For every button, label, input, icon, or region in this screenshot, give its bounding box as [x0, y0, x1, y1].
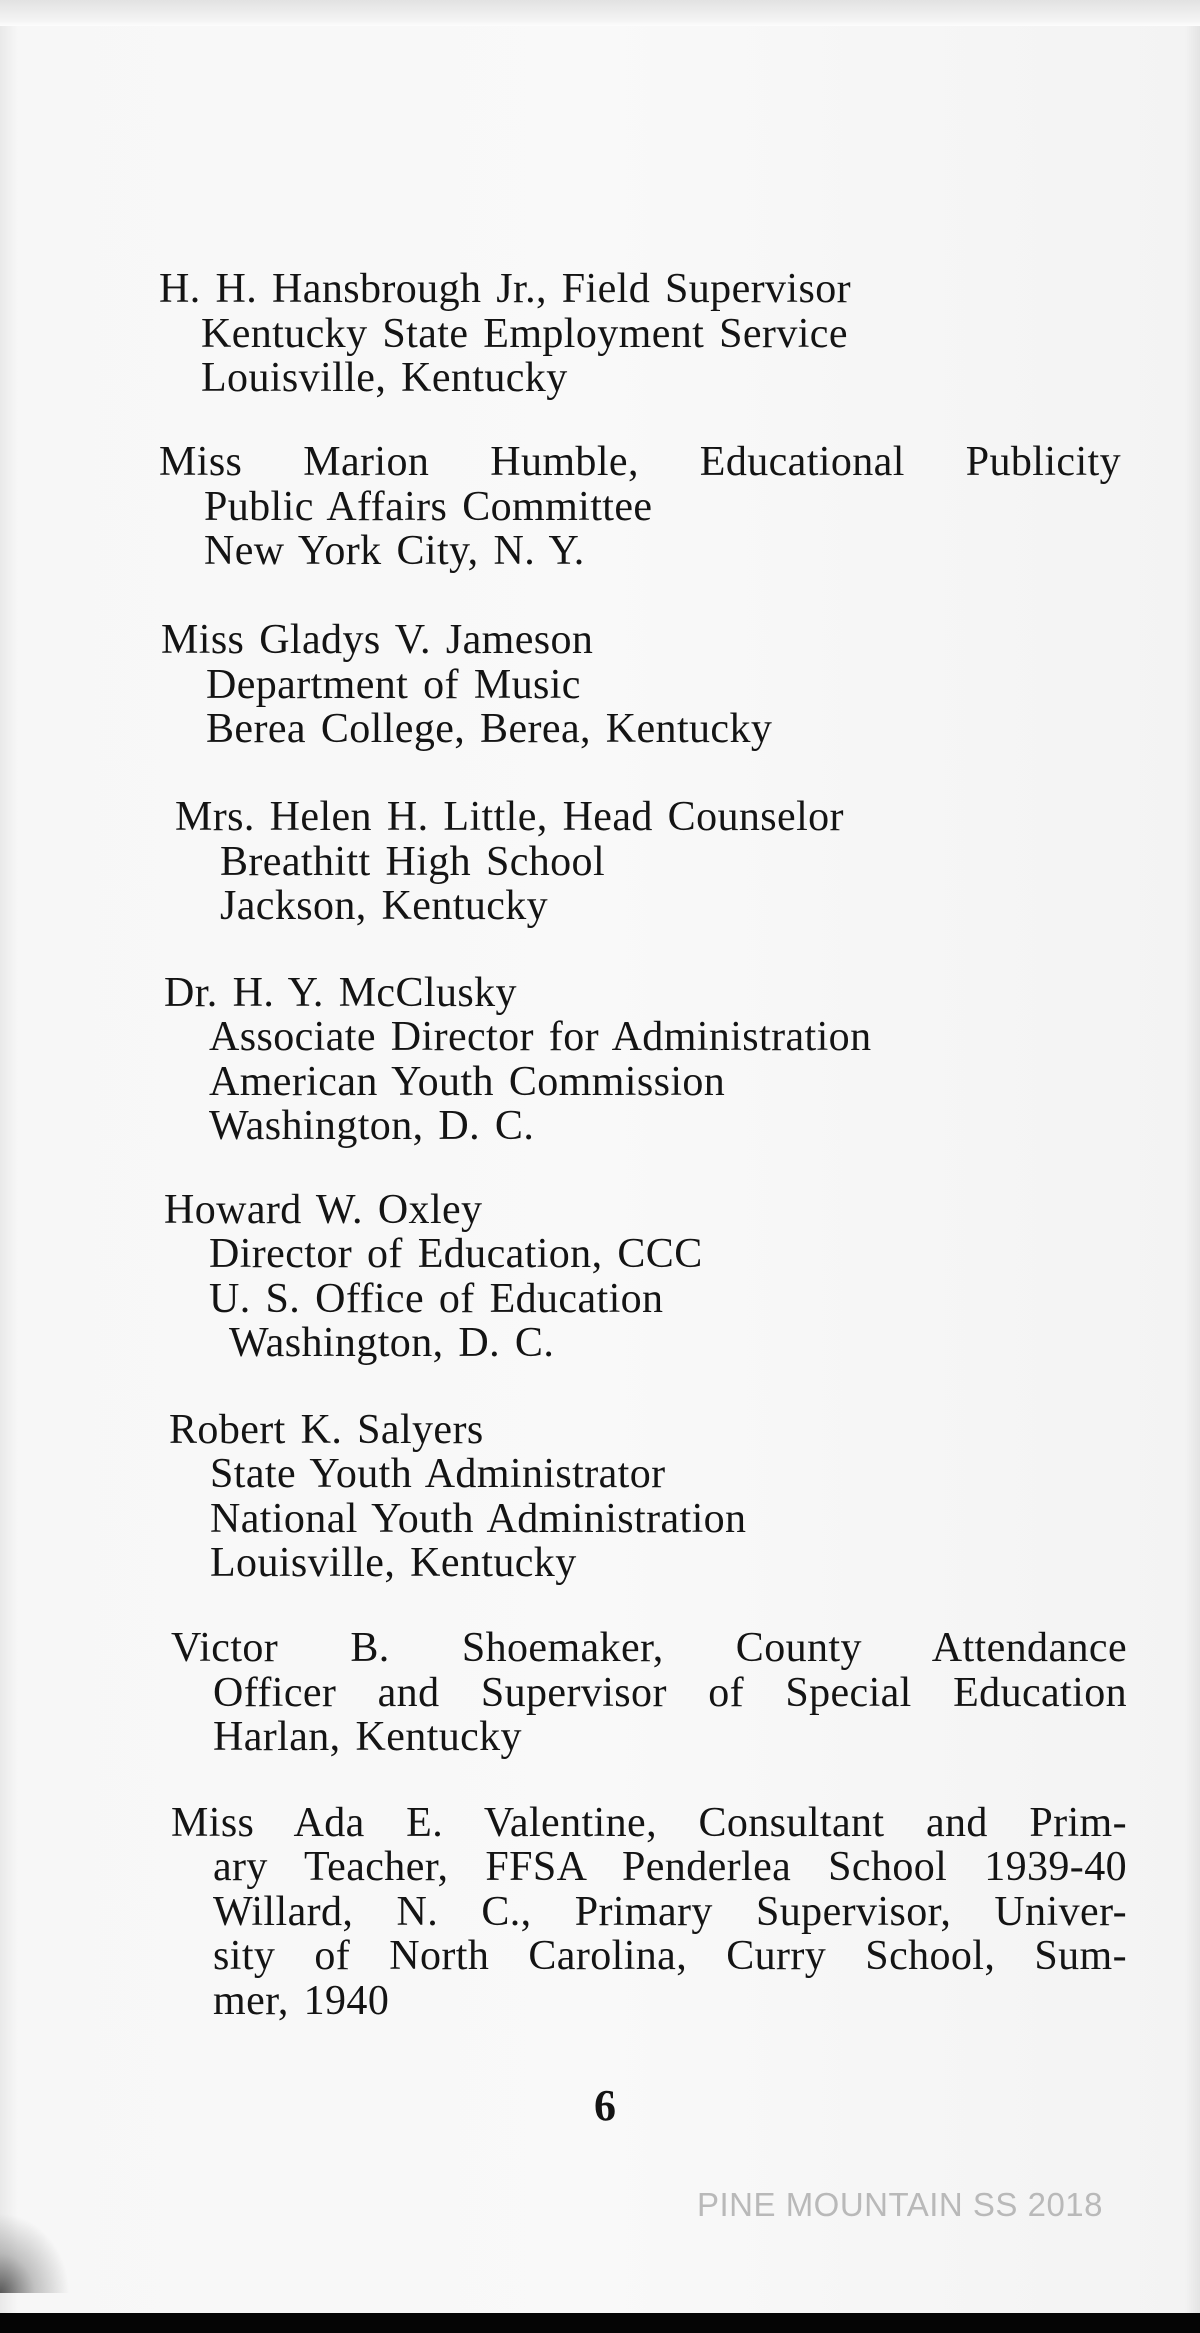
entry-detail-line: Public Affairs Committee	[204, 484, 653, 530]
entry-name-line: Dr. H. Y. McClusky	[164, 970, 517, 1016]
entry-detail-line: Department of Music	[206, 662, 581, 708]
entry-detail-line: mer, 1940	[213, 1978, 390, 2024]
scan-corner-shadow	[0, 2213, 70, 2293]
scan-top-edge	[0, 0, 1200, 26]
entry-name-line: Miss Ada E. Valentine, Consultant and Prim-	[171, 1800, 1127, 1846]
entry-detail-line: Associate Director for Administration	[209, 1014, 872, 1060]
entry-detail-line: Director of Education, CCC	[209, 1231, 703, 1277]
entry-name-line: Victor B. Shoemaker, County Attendance	[171, 1625, 1127, 1671]
entry-name-line: H. H. Hansbrough Jr., Field Supervisor	[159, 266, 852, 312]
entry-name-line: Miss Gladys V. Jameson	[161, 617, 594, 663]
entry-detail-line: Officer and Supervisor of Special Education	[213, 1670, 1127, 1716]
entry-detail-line: U. S. Office of Education	[209, 1276, 664, 1322]
page-number: 6	[594, 2081, 616, 2130]
entry-detail-line: National Youth Administration	[210, 1496, 747, 1542]
entry-detail-line: American Youth Commission	[209, 1059, 726, 1105]
entry-detail-line: State Youth Administrator	[210, 1451, 666, 1497]
entry-detail-line: Jackson, Kentucky	[220, 883, 549, 929]
entry-detail-line: Washington, D. C.	[229, 1320, 555, 1366]
entry-detail-line: Harlan, Kentucky	[213, 1714, 522, 1760]
entry-detail-line: Washington, D. C.	[209, 1103, 535, 1149]
scan-bottom-edge	[0, 2313, 1200, 2333]
entry-detail-line: ary Teacher, FFSA Penderlea School 1939-40	[213, 1844, 1127, 1890]
entry-detail-line: Louisville, Kentucky	[201, 355, 568, 401]
entry-detail-line: New York City, N. Y.	[204, 528, 585, 574]
entry-detail-line: Berea College, Berea, Kentucky	[206, 706, 773, 752]
entry-detail-line: Willard, N. C., Primary Supervisor, Univer-	[213, 1889, 1127, 1935]
entry-name-line: Robert K. Salyers	[169, 1407, 484, 1453]
entry-detail-line: Breathitt High School	[220, 839, 606, 885]
entry-name-line: Howard W. Oxley	[164, 1187, 483, 1233]
entry-detail-line: Kentucky State Employment Service	[201, 311, 848, 357]
entry-name-line: Miss Marion Humble, Educational Publicity	[159, 439, 1121, 485]
entry-detail-line: Louisville, Kentucky	[210, 1540, 577, 1586]
entry-name-line: Mrs. Helen H. Little, Head Counselor	[175, 794, 844, 840]
entry-detail-line: sity of North Carolina, Curry School, Sum-	[213, 1933, 1127, 1979]
watermark: PINE MOUNTAIN SS 2018	[697, 2186, 1104, 2223]
